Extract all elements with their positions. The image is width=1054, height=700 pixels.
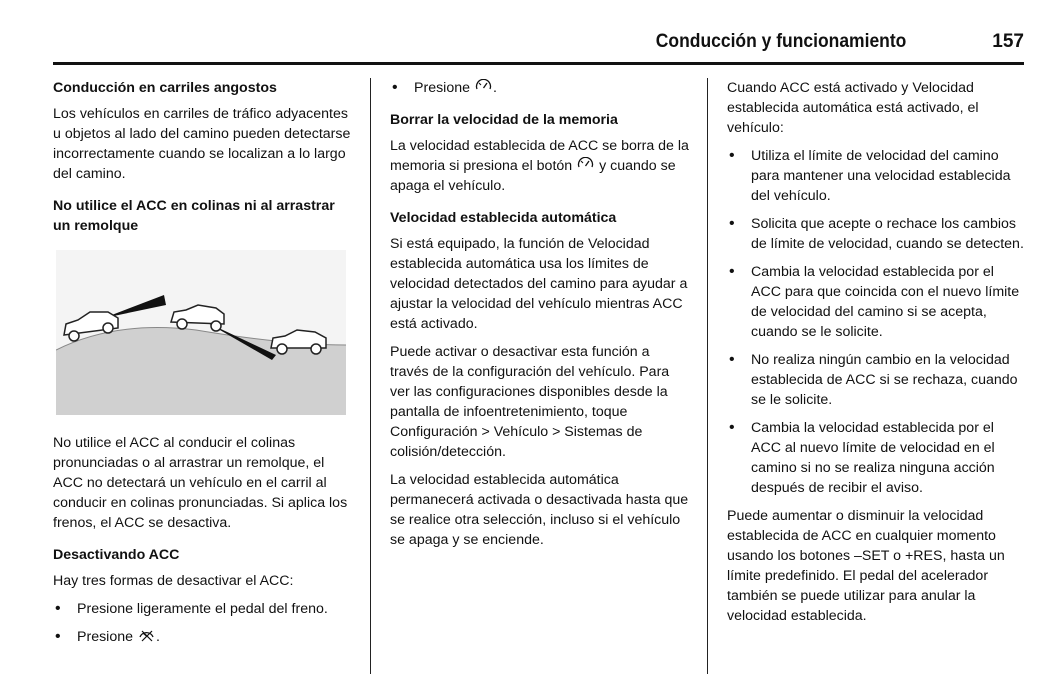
paragraph-auto-1: Si está equipado, la función de Velocidad establecida automática usa los límites de velocidad detectados del camino para ayudar a ajustar la velocidad del vehículo mientras ACC está activado. [390,236,688,332]
column-1 [53,78,353,655]
section-title: Conducción y funcionamiento [655,31,906,52]
list-item: • Solicita que acepte o rechace los cambios de límite de velocidad, cuando se detecten. [727,214,1027,254]
heading-auto-speed: Velocidad establecida automática [390,210,617,226]
column-2 [390,78,690,558]
paragraph-memory-text-a: La velocidad establecida de ACC se borra de la memoria si presiona el botón [390,138,689,174]
paragraph-disable: Hay tres formas de desactivar el ACC: [53,573,294,589]
paragraph-auto-2: Puede activar o desactivar esta función a través de la configuración del vehículo. Para ver las configuraciones disponibles desde la pantalla de infoentretenimiento, toque Configuración > Vehículo > Sistemas de colisión/detección. [390,344,670,460]
paragraph-narrow-lanes: Los vehículos en carriles de tráfico adyacentes u objetos al lado del camino pueden detectarse incorrectamente cuando se localizan a lo largo del camino. [53,106,351,182]
list-item [53,627,353,647]
list-item [390,78,690,98]
list-item: • Cambia la velocidad establecida por el ACC para que coincida con el nuevo límite de velocidad del camino si se acepta, cuando se le solicite. [727,262,1027,342]
paragraph-intro: Cuando ACC está activado y Velocidad establecida automática está activado, el vehículo: [727,80,979,136]
list-item [53,599,353,619]
page-header [53,28,1024,65]
column-divider-1 [370,78,371,674]
page-number: 157 [992,31,1024,52]
acc-cancel-icon [577,157,594,172]
heading-narrow-lanes: Conducción en carriles angostos [53,80,277,96]
disable-list-continued [390,78,690,98]
hill-illustration [56,250,346,415]
heading-disable: Desactivando ACC [53,547,180,563]
list-item-text: Presione [414,80,470,96]
paragraph-memory [390,136,690,196]
paragraph-auto-3: La velocidad establecida automática permanecerá activada o desactivada hasta que se realice otra selección, incluso si el vehículo se apaga y se enciende. [390,472,689,548]
disable-list [53,599,353,647]
paragraph-hills: No utilice el ACC al conducir el colinas pronunciadas o al arrastrar un remolque, el ACC no detectará un vehículo en el carril al conducir en colinas pronunciadas. Si aplica los frenos, el ACC se desactiva. [53,435,348,531]
paragraph-end: Puede aumentar o disminuir la velocidad establecida de ACC en cualquier momento usando los botones –SET o +RES, hasta un límite predefinido. El pedal del acelerador también se puede utilizar para anular la velocidad establecida. [727,508,1005,624]
column-3 [727,78,1027,634]
period: . [492,80,497,96]
list-item: • Utiliza el límite de velocidad del camino para mantener una velocidad establecida del vehículo. [727,146,1027,206]
list-item-text: Presione [77,629,133,645]
list-item: • No realiza ningún cambio en la velocidad establecida de ACC si se rechaza, cuando se le solicite. [727,350,1027,410]
heading-memory: Borrar la velocidad de la memoria [390,112,618,128]
period: . [155,629,160,645]
column-divider-2 [707,78,708,674]
acc-cancel-icon [475,79,492,94]
paragraph-memory-text-b: y cuando se apaga el vehículo. [390,158,676,194]
auto-speed-list [727,146,1027,498]
list-item: • Cambia la velocidad establecida por el ACC al nuevo límite de velocidad en el camino si no se realiza ninguna acción después de recibir el aviso. [727,418,1027,498]
acc-off-icon [138,628,155,643]
list-item-text: Presione ligeramente el pedal del freno. [77,601,328,617]
heading-hills: No utilice el ACC en colinas ni al arrastrar un remolque [53,198,335,234]
